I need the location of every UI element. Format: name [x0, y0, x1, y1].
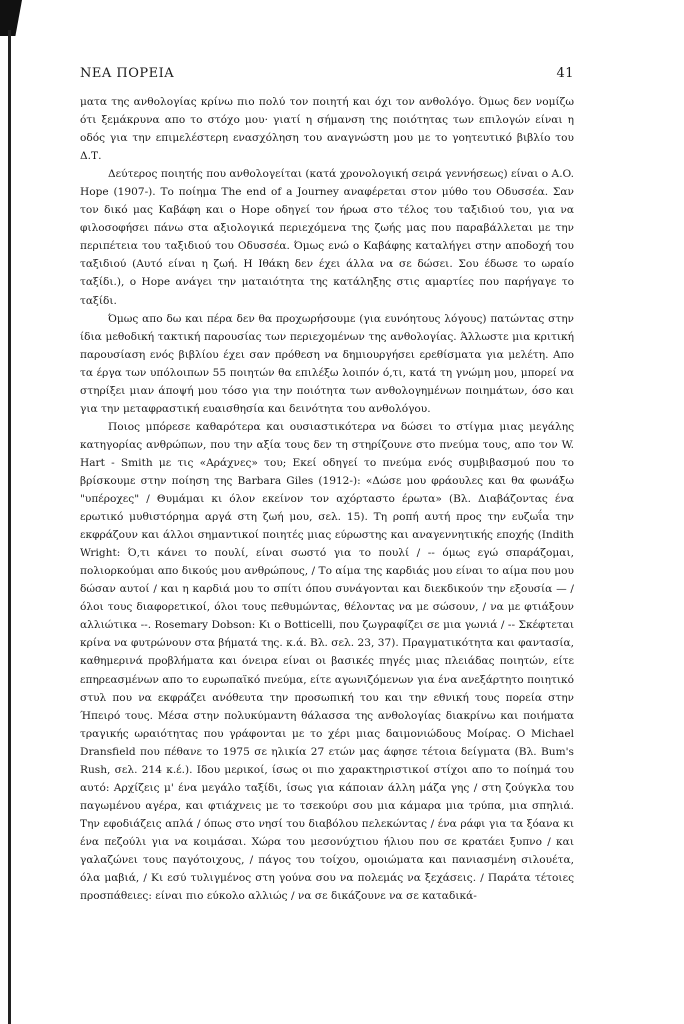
article-body: [80, 93, 574, 905]
page-binding-edge: [0, 0, 22, 1024]
binding-line: [8, 30, 11, 1024]
paragraph-1: ματα της ανθολογίας κρίνω πιο πολύ τον ποιητή και όχι τον ανθολόγο. Όμως δεν νομίζω ότι ξεμάκρυνα απο το στόχο μου· γιατί η σήμανση της ποιότητας των επιλογών είναι η οδός για την επιμελέστερη ενασχόληση του αναγνώστη μου με το γοητευτικό βιβλίο του Δ.Τ.: [80, 96, 574, 163]
journal-title: ΝΕΑ ΠΟΡΕΙΑ: [80, 66, 175, 81]
paragraph-2: Δεύτερος ποιητής που ανθολογείται (κατά χρονολογική σειρά γεννήσεως) είναι ο A.O. Hope (1907-). Το ποίημα The end of a Journey αναφέρεται στον μύθο του Οδυσσέα. Σαν τον δικό μας Καβάφη και ο Hope οδηγεί τον ήρωα στο τέλος του ταξιδιού του, για να φιλοσοφήσει πάνω στα αξιολογικά περιεχόμενα της ζωής μας που παραβάλλεται με την περιπέτεια του ταξιδιού του Οδυσσέα. Όμως ενώ ο Καβάφης καταλήγει στην αποδοχή του ταξιδιού (Αυτό είναι η ζωή. Η Ιθάκη δεν έχει άλλα να σε δώσει. Σου έδωσε το ωραίο ταξίδι.), ο Hope ανάγει την ματαιότητα της κατάληξης στις αμαρτίες που παρήγαγε το ταξίδι.: [80, 168, 574, 307]
paragraph-3: Όμως απο δω και πέρα δεν θα προχωρήσουμε (για ευνόητους λόγους) πατώντας στην ίδια μεθοδική τακτική παρουσίας των περιεχομένων της ανθολογίας. Άλλωστε μια κριτική παρουσίαση ενός βιβλίου έχει σαν πρόθεση να δημιουργήσει ερεθίσματα για μελέτη. Απο τα έργα των υπόλοιπων 55 ποιητών θα επιλέξω λοιπόν ό,τι, κατά τη γνώμη μου, μπορεί να στηρίξει μιαν άποψή μου τόσο για την ποιότητα των ανθολογημένων ποιημάτων, όσο και για την μεταφραστική ευαισθησία και δεινότητα του ανθολόγου.: [80, 312, 574, 415]
paragraph-4: Ποιος μπόρεσε καθαρότερα και ουσιαστικότερα να δώσει το στίγμα μιας μεγάλης κατηγορίας ανθρώπων, που την αξία τους δεν τη στηρίζουνε στο πνεύμα τους, απο τον W. Hart - Smith με τις «Αράχνες» του; Εκεί οδηγεί το πνεύμα ενός συμβιβασμού που το βρίσκουμε στην ποίηση της Barbara Giles (1912-): «Δώσε μου φράουλες και θα φωνάξω "υπέροχες" / Θυμάμαι κι όλον εκείνον τον αχόρταστο έρωτα» (Βλ. Διαβάζοντας ένα ερωτικό μυθιστόρημα αργά στη ζωή μου, σελ. 15). Τη ροπή αυτή προς την ευζωΐα την εκφράζουν και άλλοι σημαντικοί ποιητές μιας εύρωστης και αναγεννητικής εποχής (Indith Wright: Ό,τι κάνει το πουλί, είναι σωστό για το πουλί / -- όμως εγώ σπαράζομαι, πολιορκούμαι απο δικούς μου ανθρώπους, / Το αίμα της καρδιάς μου είναι το αίμα που μου δώσαν αυτοί / και η καρδιά μου το σπίτι όπου συνάγονται και διεκδικούν την εξουσία — / όλοι τους διαφορετικοί, όλοι τους πεθυμώντας, θέλοντας να με σώσουν, / να με φτιάξουν αλλιώτικα --. Rosemary Dobson: Κι ο Botticelli, που ζωγραφίζει σε μια γωνιά / -- Σκέφτεται κρίνα να φυτρώνουν στα βήματά της. κ.ά. Βλ. σελ. 23, 37). Πραγματικότητα και φαντασία, καθημερινά προβλήματα και όνειρα είναι οι βασικές πηγές μιας πλειάδας ποιητών, είτε επηρεασμένων απο το ευρωπαϊκό πνεύμα, είτε αγωνιζόμενων για ένα ανεξάρτητο ποιητικό στυλ που να εκφράζει ανόθευτα την προσωπική του και την εθνική τους πορεία στην Ήπειρό τους. Μέσα στην πολυκύμαντη θάλασσα της ανθολογίας διακρίνω και ποιήματα τραγικής ωραιότητας που γράφονται με το χέρι μιας δαιμονιώδους Μοίρας. Ο Michael Dransfield που πέθανε το 1975 σε ηλικία 27 ετών μας άφησε τέτοια δείγματα (Βλ. Bum's Rush, σελ. 214 κ.έ.). Ιδου μερικοί, ίσως οι πιο χαρακτηριστικοί στίχοι απο το ποίημά του αυτό: Αρχίζεις μ' ένα μεγάλο ταξίδι, ίσως για κάποιαν άλλη μάζα γης / στη ζούγκλα του παγωμένου αγέρα, και φτιάχνεις με το τσεκούρι σου μια κάμαρα μια τρύπα, μια σπηλιά. Την εφοδιάζεις απλά / όπως στο νησί του διαβόλου πελεκώντας / ένα ράφι για τα ξόανα κι ένα πεζούλι για να κοιμάσαι. Χώρα του μεσονύχτιου ήλιου που σε κρατάει ξυπνο / και γαλαζώνει τους παγότοιχους, / πάγος του τοίχου, ομοιώματα και πανιασμένη σιλουέτα, όλα μαβιά, / Κι εσύ τυλιγμένος στη γούνα σου να πολεμάς να ξεχάσεις. / Παράτα τέτοιες προσπάθειες: είναι πιο εύκολο αλλιώς / να σε δικάζουνε να σε καταδικά-: [80, 420, 574, 903]
binding-mark: [0, 0, 22, 36]
running-header: [80, 66, 574, 81]
page-number: 41: [556, 66, 574, 81]
